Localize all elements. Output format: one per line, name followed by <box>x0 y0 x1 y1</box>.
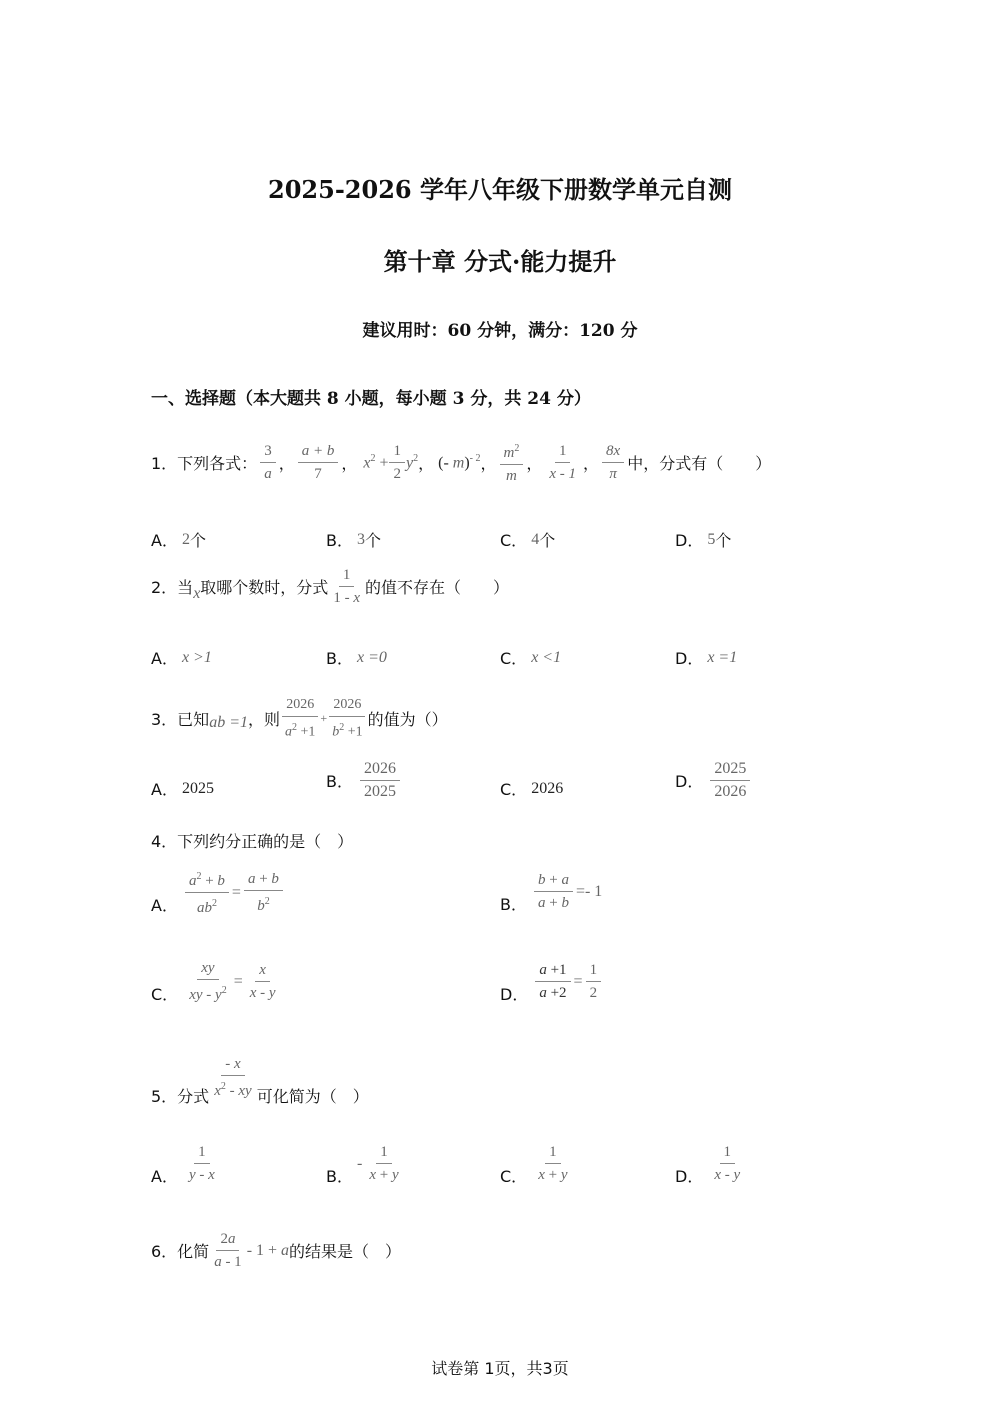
q1-option-d[interactable]: D． 5 个 <box>675 530 732 550</box>
q1-option-c[interactable]: C． 4 个 <box>500 530 556 550</box>
q5-option-a[interactable]: A． $\frac{1}{y - x}$ <box>151 1144 215 1186</box>
q2-option-c[interactable]: C． x <1 <box>500 648 562 668</box>
expr-2026-over-b2-plus-1: $\frac{2026}{b^2 +1}$ <box>328 696 366 742</box>
expr-8x-over-pi: $\frac{8x}{\pi}$ <box>602 442 624 483</box>
q2-option-a[interactable]: A． x >1 <box>151 648 212 668</box>
expr-1-over-x-minus-1: $\frac{1}{x - 1}$ <box>549 443 577 482</box>
section-heading: 一、选择题（本大题共 8 小题，每小题 3 分，共 24 分） <box>151 389 591 409</box>
question-1-prefix: 1．下列各式： <box>151 454 258 473</box>
q2-option-d[interactable]: D． x =1 <box>675 648 738 668</box>
q1-option-a[interactable]: A． 2 个 <box>151 530 206 550</box>
expr-3-over-a: $\frac{3}{a}$ <box>260 442 276 483</box>
q4-option-d[interactable]: D． $\frac{a +1}{a +2}$ = $\frac{1}{2}$ <box>500 958 604 1005</box>
q2-option-b[interactable]: B． x =0 <box>326 648 387 668</box>
question-6: 6．化简 $\frac{2a}{a - 1}$ - 1 + a 的结果是（ ） <box>151 1231 402 1270</box>
expr-2026-over-a2-plus-1: $\frac{2026}{a^2 +1}$ <box>281 696 319 742</box>
exam-info: 建议用时：60 分钟，满分：120 分 <box>362 321 638 341</box>
question-2: 2．当 x 取哪个数时，分式 $\frac{1}{1 - x}$ 的值不存在（ ） <box>151 567 509 606</box>
q4-option-c[interactable]: C． $\frac{xy}{xy - y^2}$ = $\frac{x}{x - y}$ <box>151 960 276 1004</box>
expr-neg-m-power: (- m)$^{- 2}$ <box>438 452 481 472</box>
expr-2a-over-a-minus-1: $\frac{2a}{a - 1}$ <box>214 1231 242 1270</box>
q3-option-b[interactable]: B． $\frac{2026}{2025}$ <box>326 760 403 801</box>
question-1-suffix: 中，分式有（ ） <box>627 454 772 473</box>
expr-1-over-1-minus-x: $\frac{1}{1 - x}$ <box>333 567 360 606</box>
page-footer: 试卷第 1页，共3页 <box>431 1359 569 1378</box>
question-4: 4．下列约分正确的是（ ） <box>151 832 354 851</box>
question-3: 3．已知 ab =1 ，则 $\frac{2026}{a^2 +1}$ + $\frac{2026}{b^2 +1}$ 的值为（） <box>151 697 448 740</box>
chapter-title: 第十章 分式·能力提升 <box>383 247 617 276</box>
q5-option-b[interactable]: B． - $\frac{1}{x + y}$ <box>326 1144 399 1186</box>
question-5: 5．分式 $\frac{- x}{x^2 - xy}$ 可化简为（ ） <box>151 1056 369 1106</box>
exam-title: 2025-2026 学年八年级下册数学单元自测 <box>268 175 732 204</box>
expr-m2-over-m: $\frac{m^2}{m}$ <box>500 440 524 485</box>
expr-a-plus-b-over-7: $\frac{a + b}{7}$ <box>298 442 339 483</box>
q4-option-a[interactable]: A． $\frac{a^2 + b}{ab^2}$ = $\frac{a + b}{b^2}$ <box>151 868 286 917</box>
q3-option-a[interactable]: A． 2025 <box>151 779 214 799</box>
q1-option-b[interactable]: B． 3 个 <box>326 530 381 550</box>
expr-x2-plus-half-y2: $x^2$ + <box>363 452 389 472</box>
q3-option-d[interactable]: D． $\frac{2025}{2026}$ <box>675 760 753 801</box>
question-1: 1．下列各式： $\frac{3}{a}$ ， $\frac{a + b}{7}$ ， $x^2$ + $\frac{1}{2}$ $y^2$ ， (- m)$^{- 2}$ ， $\frac{m^2}{m}$ ， $\frac{1}{x - 1}$ ， $\frac{8x}{\pi}$ 中，分式有（ ） <box>151 440 771 485</box>
q5-option-d[interactable]: D． $\frac{1}{x - y}$ <box>675 1144 741 1186</box>
q3-option-c[interactable]: C． 2026 <box>500 779 564 799</box>
q5-option-c[interactable]: C． $\frac{1}{x + y}$ <box>500 1144 568 1186</box>
expr-neg-x-over-x2-minus-xy: $\frac{- x}{x^2 - xy}$ <box>214 1056 252 1099</box>
q4-option-b[interactable]: B． $\frac{b + a}{a + b}$ =- 1 <box>500 872 603 914</box>
